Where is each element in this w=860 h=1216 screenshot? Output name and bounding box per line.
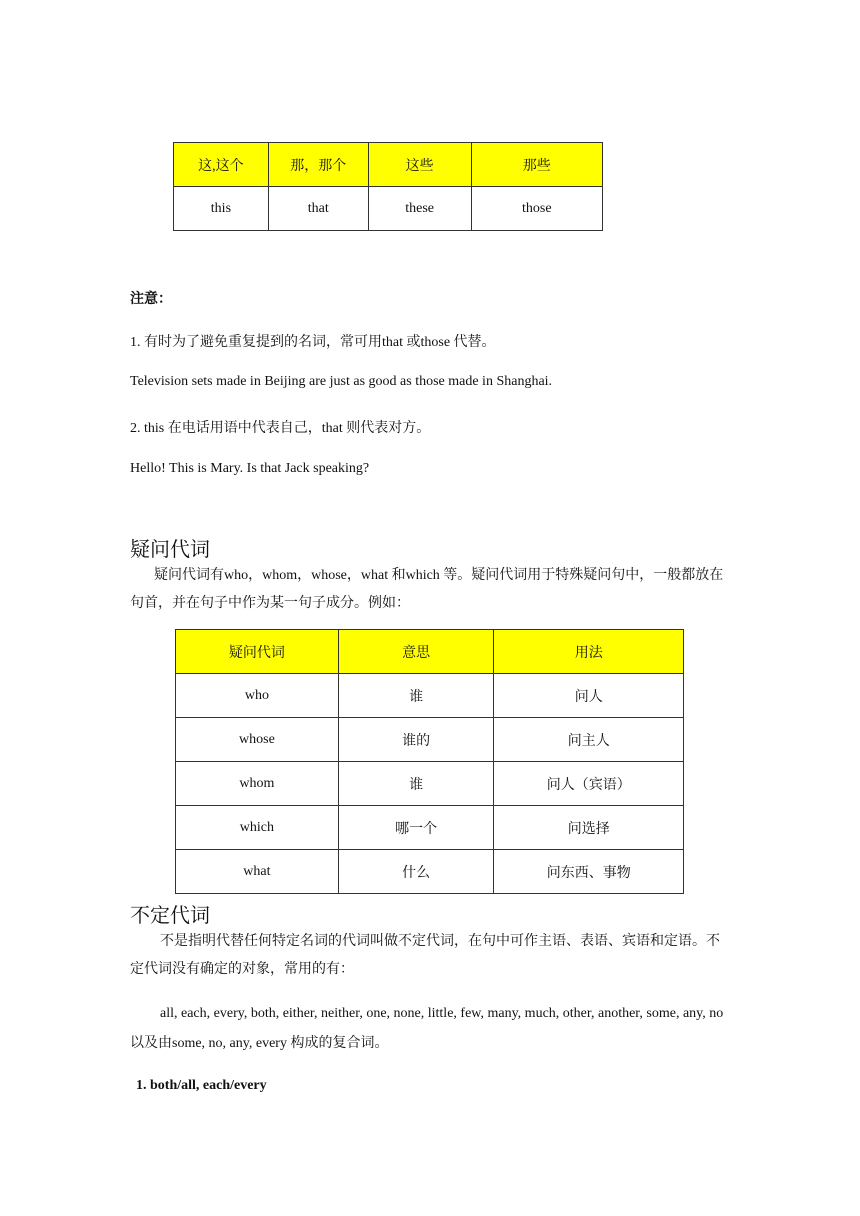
table-cell: 那些 (471, 143, 602, 187)
table-cell: who (176, 674, 339, 718)
table-row (176, 762, 684, 806)
table-cell: whom (176, 762, 339, 806)
indefinite-heading: 不定代词 (130, 903, 210, 927)
table-cell: 用法 (494, 630, 684, 674)
table-cell: 那，那个 (268, 143, 368, 187)
note-title: 注意： (130, 292, 172, 307)
table-cell: this (174, 187, 269, 231)
indefinite-intro: 不是指明代替任何特定名词的代词叫做不定代词，在句中可作主语、表语、宾语和定语。不定代词没有确定的对象，常用的有： (130, 934, 720, 977)
table-cell: 疑问代词 (176, 630, 339, 674)
table-row (176, 850, 684, 894)
table-cell: those (471, 187, 602, 231)
table-row (174, 187, 603, 231)
table-cell: 意思 (338, 630, 494, 674)
interrogative-intro: 疑问代词有who，whom，whose，what 和which 等。疑问代词用于特殊疑问句中，一般都放在句首，并在句子中作为某一句子成分。例如： (130, 568, 724, 611)
table-cell: which (176, 806, 339, 850)
table-cell: 问选择 (494, 806, 684, 850)
note-point-1: 1. 有时为了避免重复提到的名词，常可用that 或those 代替。 (130, 335, 496, 350)
table-cell: 谁的 (338, 718, 494, 762)
table-cell: whose (176, 718, 339, 762)
indefinite-subheading: 1. both/all, each/every (136, 1078, 267, 1093)
table-row (176, 718, 684, 762)
table-cell: 问人 (494, 674, 684, 718)
table-cell: 这些 (368, 143, 471, 187)
note-example-1: Television sets made in Beijing are just as good as those made in Shanghai. (130, 374, 553, 389)
table-cell: that (268, 187, 368, 231)
table-row (176, 806, 684, 850)
table-cell: 问主人 (494, 718, 684, 762)
interrogative-table (175, 629, 684, 894)
table-cell: 这,这个 (174, 143, 269, 187)
table-cell: what (176, 850, 339, 894)
table-cell: 哪一个 (338, 806, 494, 850)
table-cell: 谁 (338, 674, 494, 718)
table-row (176, 674, 684, 718)
table-cell: 问东西、事物 (494, 850, 684, 894)
demonstrative-table (173, 142, 603, 231)
table-cell: 问人（宾语） (494, 762, 684, 806)
interrogative-heading: 疑问代词 (130, 537, 210, 561)
table-cell: 谁 (338, 762, 494, 806)
table-header-row (174, 143, 603, 187)
note-example-2: Hello! This is Mary. Is that Jack speaking? (130, 461, 370, 476)
table-header-row (176, 630, 684, 674)
table-cell: 什么 (338, 850, 494, 894)
table-cell: these (368, 187, 471, 231)
indefinite-list: all, each, every, both, either, neither, one, none, little, few, many, much, other, another, some, any, no 以及由some, no, any, every 构成的复合词。 (130, 1006, 724, 1051)
note-point-2: 2. this 在电话用语中代表自己，that 则代表对方。 (130, 421, 431, 436)
